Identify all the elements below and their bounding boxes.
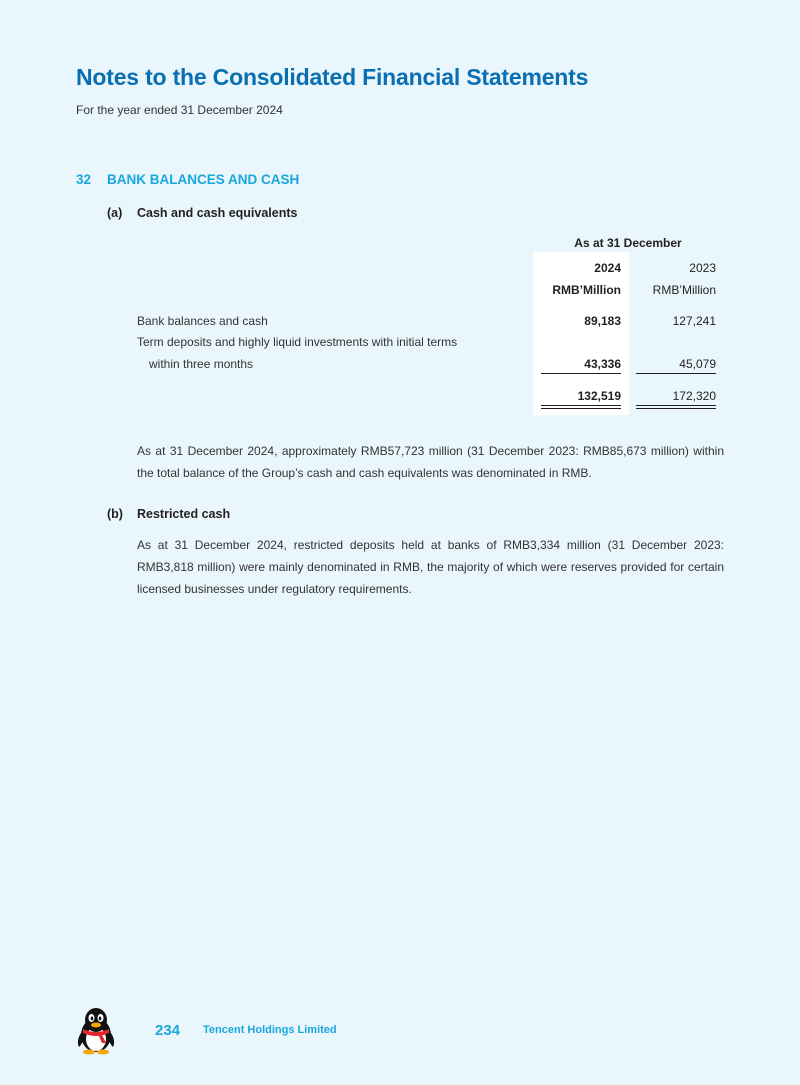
cell-bank-balances-2024: 89,183 <box>584 314 621 328</box>
cell-bank-balances-2023: 127,241 <box>672 314 716 328</box>
company-name: Tencent Holdings Limited <box>203 1024 337 1036</box>
page-number: 234 <box>155 1022 181 1039</box>
subsection-b-title: Restricted cash <box>137 507 231 521</box>
subtotal-rule-2023 <box>636 373 716 374</box>
page-title: Notes to the Consolidated Financial Statements <box>76 64 589 90</box>
column-unit-2023: RMB’Million <box>652 283 716 297</box>
page-subtitle: For the year ended 31 December 2024 <box>76 103 283 117</box>
column-unit-2024: RMB’Million <box>552 283 621 297</box>
paragraph-restricted-cash: As at 31 December 2024, restricted deposits held at banks of RMB3,334 million (31 December 2023: RMB3,818 million) were mainly denominated in RMB, the majority of which were reserves provided for certain licensed businesses under regulatory requirements. <box>137 538 724 596</box>
subsection-b-label: (b) <box>107 507 123 521</box>
total-double-rule-2023 <box>636 405 716 409</box>
section-number: 32 <box>76 172 92 187</box>
total-double-rule-2024 <box>541 405 621 409</box>
cell-total-2024: 132,519 <box>577 389 621 403</box>
section-title: BANK BALANCES AND CASH <box>107 172 300 187</box>
subsection-a-title: Cash and cash equivalents <box>137 206 298 220</box>
cell-total-2023: 172,320 <box>672 389 716 403</box>
cell-term-deposits-2023: 45,079 <box>679 357 716 371</box>
subsection-a-label: (a) <box>107 206 123 220</box>
column-header-2024: 2024 <box>594 261 621 275</box>
row-label-bank-balances: Bank balances and cash <box>137 314 268 328</box>
column-header-2023: 2023 <box>689 261 716 275</box>
paragraph-cash-equivalents: As at 31 December 2024, approximately RMB57,723 million (31 December 2023: RMB85,673 million) within the total balance of the Group’s cash and cash equivalents was denominated in RMB. <box>137 444 724 480</box>
cell-term-deposits-2024: 43,336 <box>584 357 621 371</box>
row-label-term-deposits-cont: within three months <box>149 357 254 371</box>
qq-penguin-icon <box>75 1005 117 1055</box>
table-group-header: As at 31 December <box>574 236 682 250</box>
row-label-term-deposits: Term deposits and highly liquid investments with initial terms <box>137 335 458 349</box>
subtotal-rule-2024 <box>541 373 621 374</box>
